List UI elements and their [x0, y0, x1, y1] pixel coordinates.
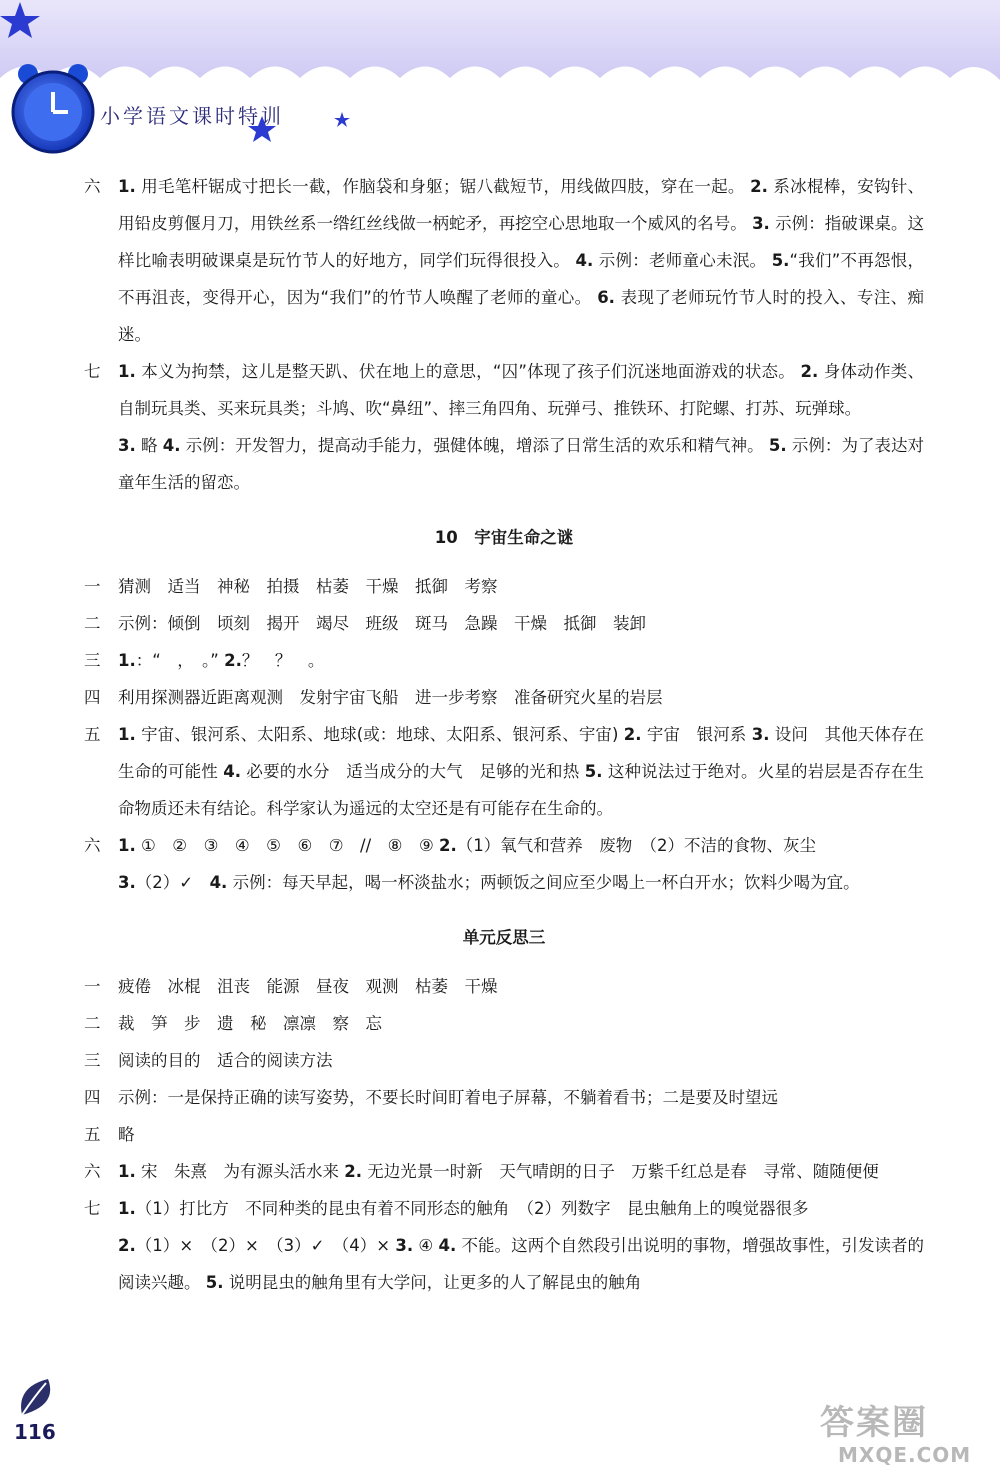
star-icon [334, 112, 350, 127]
question-number: 四 [84, 1088, 101, 1107]
unit3-item [84, 1153, 924, 1190]
question-number: 六 [84, 836, 101, 855]
unit3-item [84, 1116, 924, 1153]
question-number: 五 [84, 1125, 101, 1144]
answer-text: 裁 笋 步 遗 秘 凛凛 察 忘 [118, 1014, 382, 1033]
lesson9-item [84, 353, 924, 501]
answer-text: 1. ① ② ③ ④ ⑤ ⑥ ⑦ // ⑧ ⑨ 2.（1）氧气和营养 废物 （2）不洁的食物、灰尘 3.（2）✓ 4. 示例：每天早起，喝一杯淡盐水；两顿饭之间应至少喝上一杯白开水；饮料少喝为宜。 [118, 836, 860, 892]
lesson10-item [84, 642, 924, 679]
lesson10-item [84, 605, 924, 642]
header-decoration [0, 0, 1000, 160]
question-number: 七 [84, 1199, 101, 1218]
answer-text: 1. 宇宙、银河系、太阳系、地球(或：地球、太阳系、银河系、宇宙) 2. 宇宙 银河系 3. 设问 其他天体存在生命的可能性 4. 必要的水分 适当成分的大气 足够的光和热 5. 这种说法过于绝对。火星的岩层是否存在生命物质还未有结论。科学家认为遥远的太空还是有可能存在生命的。 [118, 725, 925, 818]
question-number: 六 [84, 1162, 101, 1181]
answer-text: 猜测 适当 神秘 拍摄 枯萎 干燥 抵御 考察 [118, 577, 498, 596]
lesson10-item [84, 568, 924, 605]
lesson-title: 10 宇宙生命之谜 [434, 528, 574, 547]
question-number: 六 [84, 177, 101, 196]
answer-content [84, 168, 924, 1301]
answer-text: 1.：“ ， 。” 2.？ ？ 。 [118, 651, 325, 670]
lesson10-item [84, 827, 924, 901]
answer-text: 示例：倾倒 顷刻 揭开 竭尽 班级 斑马 急躁 干燥 抵御 装卸 [118, 614, 646, 633]
question-number: 三 [84, 1051, 101, 1070]
question-number: 四 [84, 688, 101, 707]
question-number: 一 [84, 977, 101, 996]
question-number: 三 [84, 651, 101, 670]
question-number: 一 [84, 577, 101, 596]
book-title: 小学语文课时特训 [100, 104, 284, 128]
question-number: 七 [84, 362, 101, 381]
watermark-url: MXQE.COM [838, 1443, 972, 1467]
answer-text: 1. 宋 朱熹 为有源头活水来 2. 无边光景一时新 天气晴朗的日子 万紫千红总是春 寻常、随随便便 [118, 1162, 879, 1181]
question-number: 五 [84, 725, 101, 744]
leaf-icon [14, 1375, 64, 1419]
page-number: 116 [14, 1420, 56, 1444]
unit3-item [84, 968, 924, 1005]
answer-text: 疲倦 冰棍 沮丧 能源 昼夜 观测 枯萎 干燥 [118, 977, 498, 996]
watermark-text: 答案圈 [820, 1403, 928, 1443]
answer-text: 示例：一是保持正确的读写姿势，不要长时间盯着电子屏幕，不躺着看书；二是要及时望远 [118, 1088, 778, 1107]
unit3-item [84, 1079, 924, 1116]
lesson9-item [84, 168, 924, 353]
answer-text: 1.（1）打比方 不同种类的昆虫有着不同形态的触角 （2）列数字 昆虫触角上的嗅觉器很多 2.（1）× （2）× （3）✓ （4）× 3. ④ 4. 不能。这两个自然段引出说明的事物，增强故事性，引发读者的阅读兴趣。 5. 说明昆虫的触角里有大学问，让更多的人了解昆虫的触角 [118, 1199, 924, 1292]
page-header [0, 0, 1000, 160]
answer-text: 1. 用毛笔杆锯成寸把长一截，作脑袋和身躯；锯八截短节，用线做四肢，穿在一起。 2. 系冰棍棒，安钩针、用铅皮剪偃月刀，用铁丝系一绺红丝线做一柄蛇矛，再挖空心思地取一个威风的名号。 3. 示例：指破课桌。这样比喻表明破课桌是玩竹节人的好地方，同学们玩得很投入。 4. 示例：老师童心未泯。 5.“我们”不再怨恨，不再沮丧，变得开心，因为“我们”的竹节人唤醒了老师的童心。 6. 表现了老师玩竹节人时的投入、专注、痴迷。 [118, 177, 925, 344]
question-number: 二 [84, 1014, 101, 1033]
question-number: 二 [84, 614, 101, 633]
unit3-item [84, 1005, 924, 1042]
lesson10-item [84, 679, 924, 716]
answer-text: 略 [118, 1125, 135, 1144]
answer-text: 1. 本义为拘禁，这儿是整天趴、伏在地上的意思，“囚”体现了孩子们沉迷地面游戏的状态。 2. 身体动作类、自制玩具类、买来玩具类；斗鸠、吹“鼻纽”、摔三角四角、玩弹弓、推铁环、打陀螺、打苏、玩弹球。 3. 略 4. 示例：开发智力，提高动手能力，强健体魄，增添了日常生活的欢乐和精气神。 5. 示例：为了表达对童年生活的留恋。 [118, 362, 924, 492]
unit-title: 单元反思三 [462, 928, 546, 947]
lesson10-item [84, 716, 924, 827]
answer-text: 阅读的目的 适合的阅读方法 [118, 1051, 333, 1070]
unit3-item [84, 1190, 924, 1301]
answer-text: 利用探测器近距离观测 发射宇宙飞船 进一步考察 准备研究火星的岩层 [118, 688, 663, 707]
unit3-item [84, 1042, 924, 1079]
watermark [800, 1395, 990, 1475]
